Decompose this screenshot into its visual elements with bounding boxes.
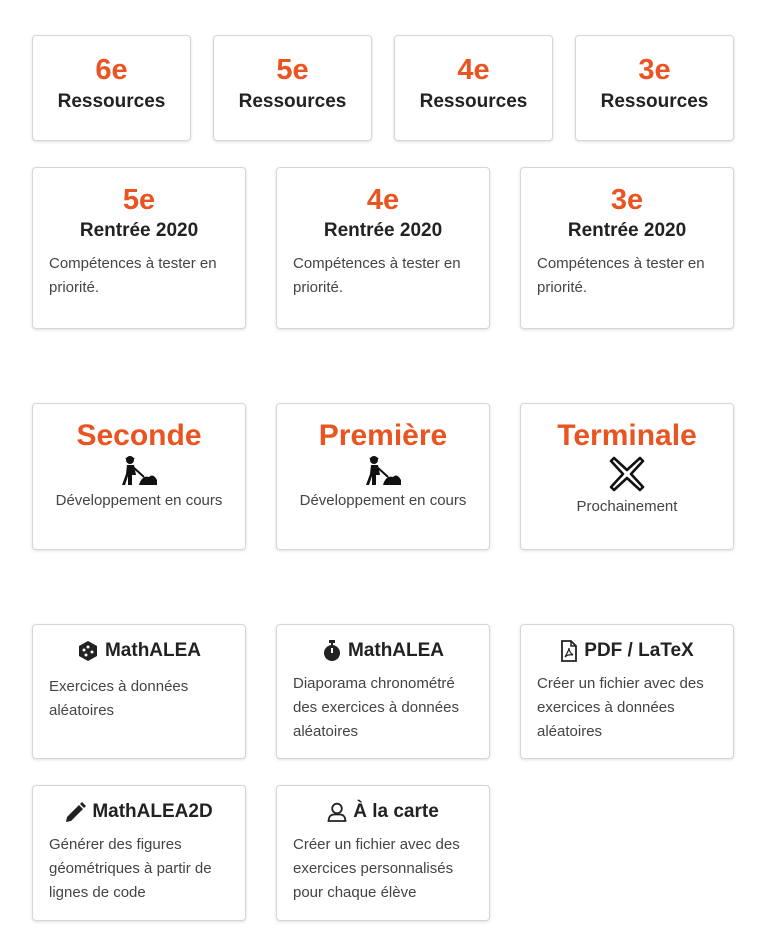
lycee-status: Développement en cours: [55, 492, 223, 509]
rentree-card-3e[interactable]: [520, 167, 734, 329]
tool-desc: Créer un fichier avec des exercices à données aléatoires: [537, 675, 704, 740]
rentree-level: 3e: [610, 184, 644, 216]
cross-icon: [608, 455, 646, 493]
lycee-status: Prochainement: [576, 498, 678, 515]
pencil-icon: [65, 802, 86, 823]
rentree-level: 4e: [366, 184, 400, 216]
tool-desc: Exercices à données aléatoires: [49, 678, 189, 719]
tool-title: À la carte: [353, 801, 439, 822]
tool-card-mathalea-diaporama[interactable]: [276, 624, 490, 759]
rentree-desc: Compétences à tester en priorité.: [293, 255, 461, 296]
rentree-card-5e[interactable]: [32, 167, 246, 329]
pdf-file-icon: [560, 640, 578, 662]
lycee-status: Développement en cours: [299, 492, 467, 509]
lycee-card-terminale[interactable]: [520, 403, 734, 550]
lycee-card-premiere[interactable]: [276, 403, 490, 550]
resource-level: 5e: [276, 54, 309, 86]
lycee-level: Première: [318, 419, 448, 452]
lycee-level: Terminale: [557, 419, 697, 452]
tool-card-a-la-carte[interactable]: [276, 785, 490, 921]
tool-card-pdf-latex[interactable]: [520, 624, 734, 759]
tool-title: MathALEA: [347, 640, 445, 661]
tool-desc: Diaporama chronométré des exercices à données aléatoires: [293, 675, 459, 740]
resource-label: Ressources: [238, 91, 347, 112]
resource-label: Ressources: [419, 91, 528, 112]
tool-desc: Créer un fichier avec des exercices personnalisés pour chaque élève: [293, 836, 460, 901]
tool-desc: Générer des figures géométriques à partir de lignes de code: [49, 836, 212, 901]
tool-card-mathalea[interactable]: [32, 624, 246, 759]
lycee-level: Seconde: [76, 419, 202, 452]
rentree-desc: Compétences à tester en priorité.: [537, 255, 705, 296]
rentree-title: Rentrée 2020: [79, 220, 199, 241]
dice-icon: [77, 640, 99, 662]
rentree-level: 5e: [122, 184, 156, 216]
stopwatch-icon: [322, 640, 342, 662]
resource-level: 6e: [95, 54, 128, 86]
lycee-card-seconde[interactable]: [32, 403, 246, 550]
rentree-title: Rentrée 2020: [323, 220, 443, 241]
tool-title: MathALEA2D: [92, 801, 213, 822]
rentree-desc: Compétences à tester en priorité.: [49, 255, 217, 296]
rentree-card-4e[interactable]: [276, 167, 490, 329]
tool-title: PDF / LaTeX: [584, 640, 694, 661]
resource-label: Ressources: [600, 91, 709, 112]
resource-level: 3e: [638, 54, 671, 86]
tool-title: MathALEA: [104, 640, 202, 661]
resource-card-5e[interactable]: [213, 35, 372, 141]
resource-level: 4e: [457, 54, 490, 86]
user-icon: [327, 802, 347, 822]
construction-worker-icon: [120, 455, 158, 487]
rentree-title: Rentrée 2020: [567, 220, 687, 241]
resource-card-6e[interactable]: [32, 35, 191, 141]
resource-label: Ressources: [57, 91, 166, 112]
resource-card-3e[interactable]: [575, 35, 734, 141]
resource-card-4e[interactable]: [394, 35, 553, 141]
construction-worker-icon: [364, 455, 402, 487]
tool-card-mathalea2d[interactable]: [32, 785, 246, 921]
